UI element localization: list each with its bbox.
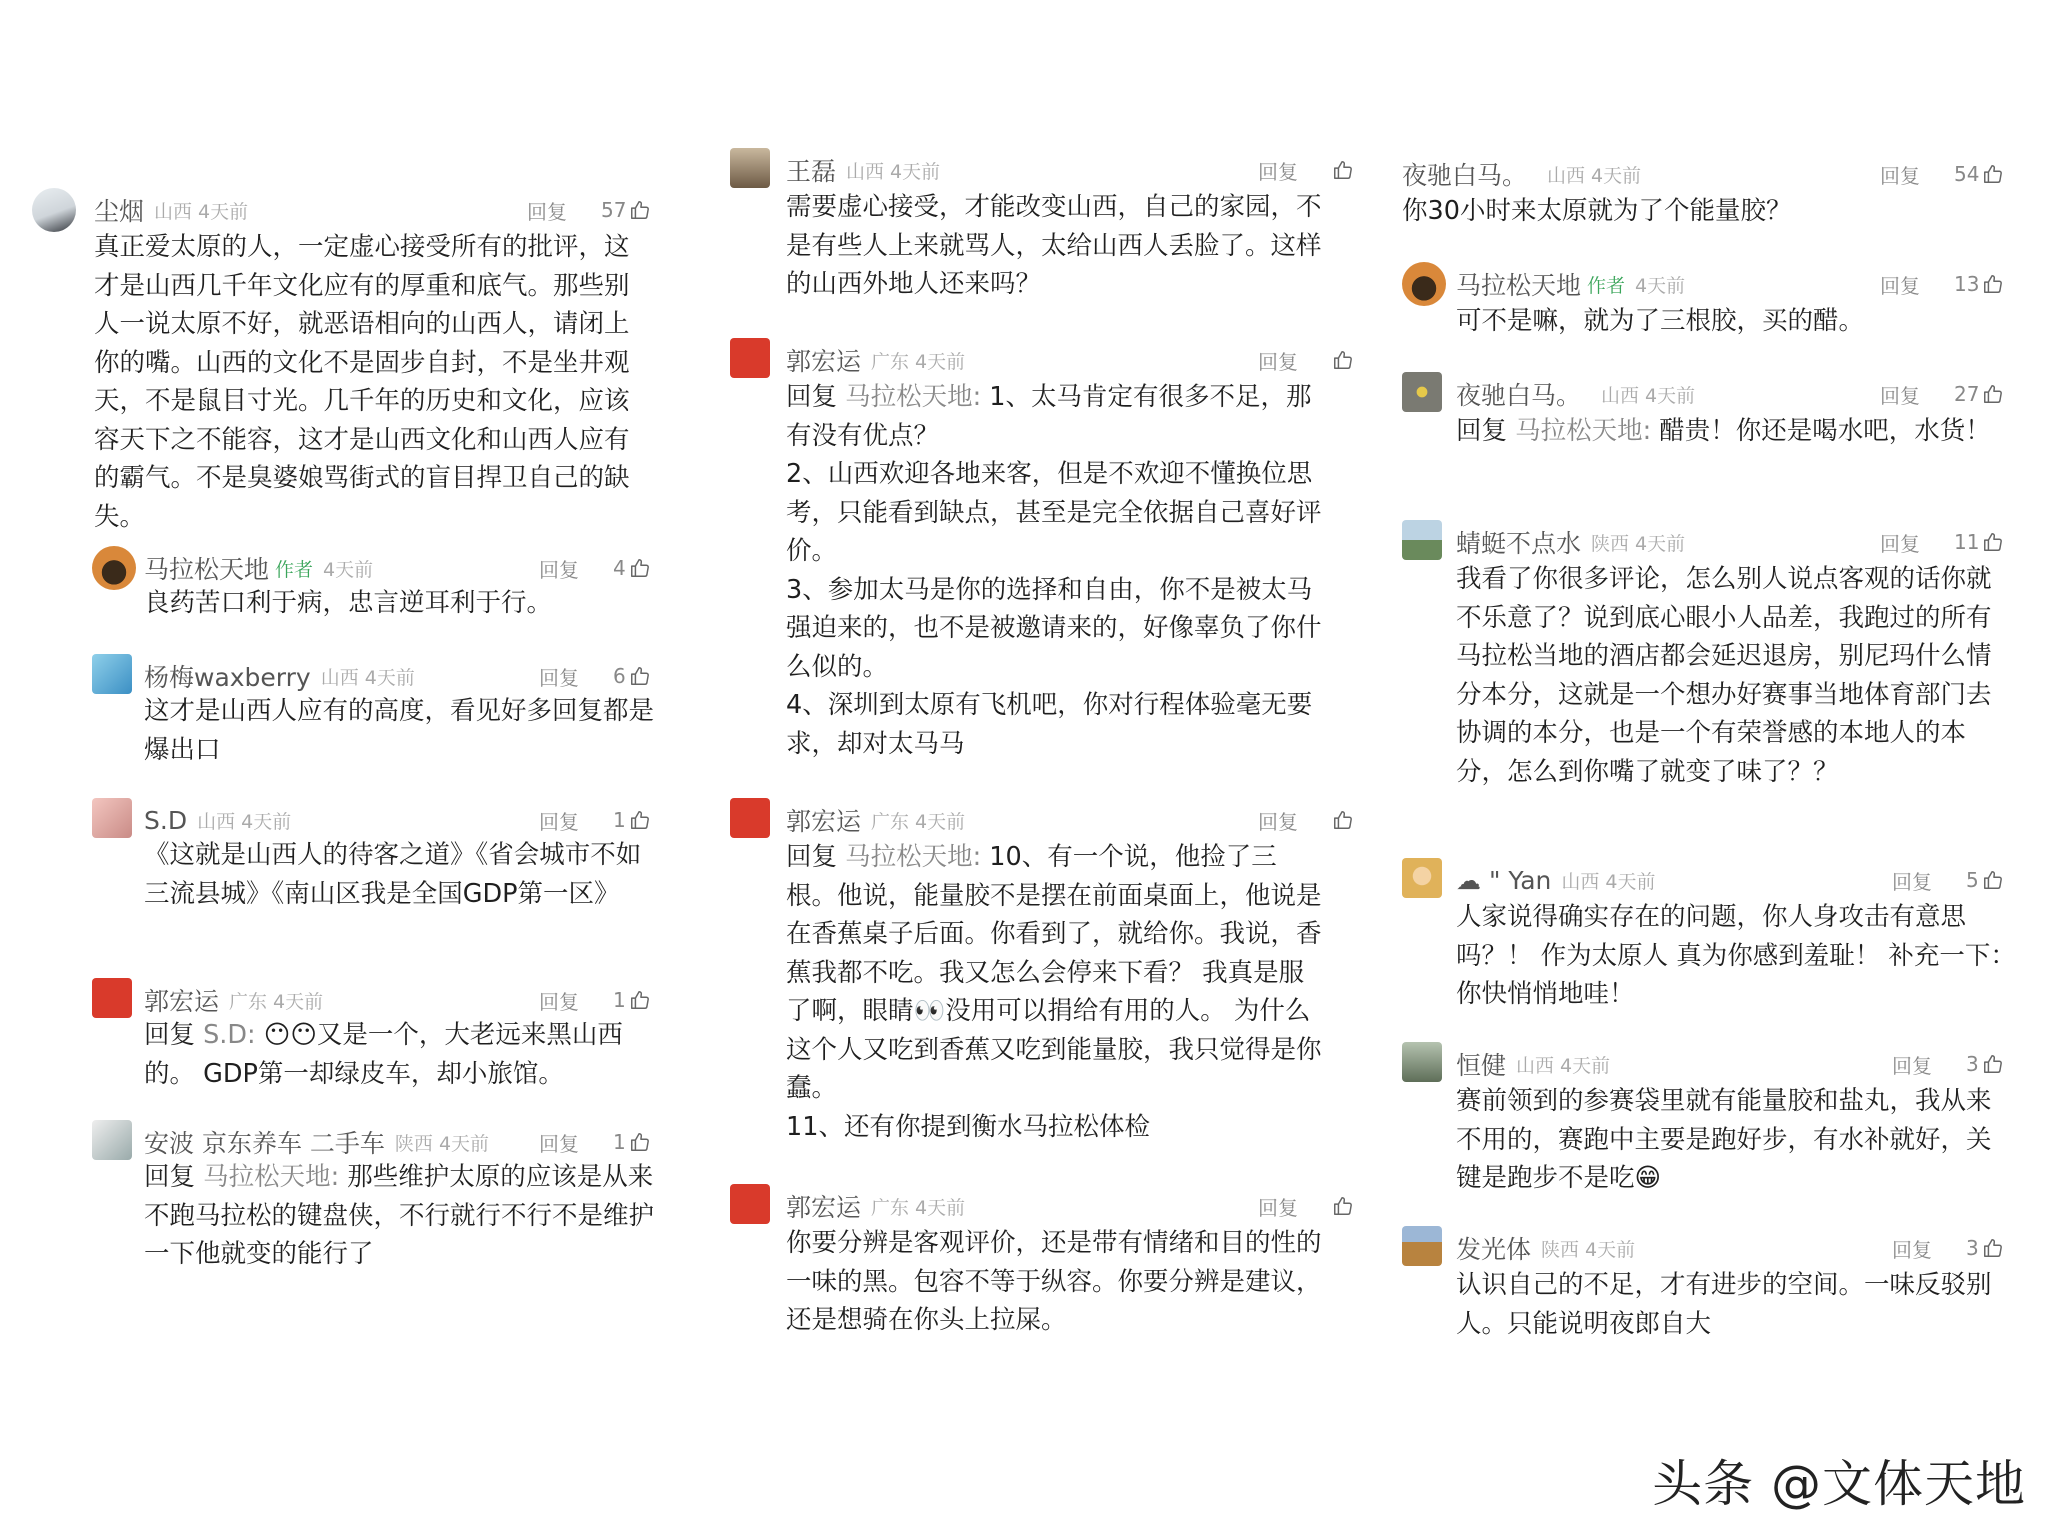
comment-actions	[1258, 798, 1354, 842]
comment-actions	[1880, 262, 2004, 306]
like-button[interactable]	[1332, 349, 1354, 371]
username[interactable]: 马拉松天地	[1456, 271, 1582, 300]
comment-text	[786, 378, 1326, 763]
comment-text	[144, 1158, 654, 1274]
reply-button[interactable]: 回复	[539, 665, 579, 690]
avatar[interactable]	[1402, 858, 1442, 898]
reply-button[interactable]: 回复	[1258, 349, 1298, 374]
reply-button[interactable]: 回复	[527, 199, 567, 224]
comment-actions	[1880, 520, 2004, 564]
comment-header	[786, 148, 940, 192]
thumbs-up-icon	[1332, 159, 1354, 181]
comment-meta: 4天前	[1635, 274, 1686, 297]
like-button[interactable]	[1954, 272, 2004, 296]
comment-header	[786, 338, 965, 382]
comment-text: 真正爱太原的人，一定虚心接受所有的批评，这才是山西几千年文化应有的厚重和底气。那些别人一说太原不好，就恶语相向的山西人，请闭上你的嘴。山西的文化不是固步自封，不是坐井观天，不是鼠目寸光。几千年的历史和文化，应该容天下之不能容，这才是山西文化和山西人应有的霸气。不是臭婆娘骂街式的盲目捍卫自己的缺失。	[94, 232, 630, 532]
reply-button[interactable]: 回复	[1880, 163, 1920, 188]
avatar[interactable]	[32, 188, 76, 232]
thumbs-up-icon	[1982, 1053, 2004, 1075]
reply-target[interactable]: S.D:	[203, 1020, 256, 1050]
comment-actions	[1892, 858, 2004, 902]
comment-meta: 山西 4天前	[197, 810, 292, 833]
comment-text-content: 醋贵！你还是喝水吧，水货！	[1651, 416, 1991, 446]
like-button[interactable]	[1954, 382, 2004, 406]
avatar[interactable]	[730, 148, 770, 188]
like-button[interactable]	[613, 1130, 651, 1154]
thumbs-up-icon	[629, 199, 651, 221]
comment-paragraph: 4、深圳到太原有飞机吧，你对行程体验毫无要求，却对太马马	[786, 690, 1313, 759]
comment-text: 你要分辨是客观评价，还是带有情绪和目的性的一味的黑。包容不等于纵容。你要分辨是建议，还是想骑在你头上拉屎。	[786, 1228, 1322, 1335]
comment-header	[94, 188, 248, 232]
like-count: 1	[613, 808, 626, 832]
comment-text: 赛前领到的参赛袋里就有能量胶和盐丸，我从来不用的，赛跑中主要是跑好步，有水补就好，关键是跑步不是吃😁	[1456, 1086, 1992, 1193]
comment-meta: 陕西 4天前	[1591, 532, 1686, 555]
comment-header	[1456, 262, 1685, 306]
reply-button[interactable]: 回复	[1892, 869, 1932, 894]
avatar[interactable]	[1402, 1226, 1442, 1266]
comment-text: 良药苦口利于病，忠言逆耳利于行。	[144, 588, 553, 618]
comment-text: 可不是嘛，就为了三根胶，买的醋。	[1456, 306, 1865, 336]
username[interactable]: 郭宏运	[786, 347, 862, 376]
thumbs-up-icon	[1982, 273, 2004, 295]
like-button[interactable]	[601, 198, 651, 222]
comment-meta: 广东 4天前	[871, 810, 966, 833]
username[interactable]: 郭宏运	[786, 1193, 862, 1222]
comment-text-content: 那些维护太原的应该是从来不跑马拉松的键盘侠，不行就行不行不是维护一下他就变的能行了	[144, 1162, 655, 1269]
comment-meta: 4天前	[323, 558, 374, 581]
reply-button[interactable]: 回复	[1892, 1053, 1932, 1078]
like-count: 6	[613, 664, 626, 688]
reply-target[interactable]: 马拉松天地:	[845, 842, 982, 872]
reply-target[interactable]: 马拉松天地:	[845, 382, 982, 412]
thumbs-up-icon	[629, 1131, 651, 1153]
comment-text-content: 😶😶又是一个，大老远来黑山西的。 GDP第一却绿皮车，却小旅馆。	[144, 1020, 623, 1089]
comment-text	[144, 1016, 654, 1093]
comment-header	[1456, 520, 1685, 564]
reply-button[interactable]: 回复	[1880, 383, 1920, 408]
author-tag: 作者	[275, 558, 314, 581]
reply-prefix: 回复	[144, 1020, 204, 1050]
comment-paragraph: 2、山西欢迎各地来客，但是不欢迎不懂换位思考，只能看到缺点，甚至是完全依据自己喜好评价。	[786, 459, 1322, 566]
thumbs-up-icon	[1332, 809, 1354, 831]
thumbs-up-icon	[1982, 531, 2004, 553]
like-button[interactable]	[1332, 159, 1354, 181]
comment-text: 这才是山西人应有的高度，看见好多回复都是爆出口	[144, 696, 655, 765]
username[interactable]: 郭宏运	[144, 987, 220, 1016]
username[interactable]: 尘烟	[94, 197, 145, 226]
comment-text	[786, 838, 1326, 1146]
comment-paragraph	[786, 838, 1326, 1108]
like-button[interactable]	[1954, 162, 2004, 186]
avatar[interactable]	[92, 798, 132, 838]
reply-target[interactable]: 马拉松天地:	[203, 1162, 340, 1192]
like-count: 5	[1966, 868, 1979, 892]
like-button[interactable]	[613, 556, 651, 580]
like-button[interactable]	[1954, 530, 2004, 554]
like-count: 11	[1954, 530, 1980, 554]
reply-button[interactable]: 回复	[539, 557, 579, 582]
comment-meta: 陕西 4天前	[1541, 1238, 1636, 1261]
comment-text: 你30小时来太原就为了个能量胶？	[1402, 196, 1792, 226]
username[interactable]: 蜻蜓不点水	[1456, 529, 1582, 558]
avatar[interactable]	[730, 338, 770, 378]
comment-actions	[1892, 1042, 2004, 1086]
like-count: 1	[613, 1130, 626, 1154]
like-button[interactable]	[1966, 1052, 2004, 1076]
comment-paragraph: 11、还有你提到衡水马拉松体检	[786, 1111, 1150, 1142]
username[interactable]: 王磊	[786, 157, 837, 186]
like-button[interactable]	[613, 808, 651, 832]
thumbs-up-icon	[1982, 383, 2004, 405]
comment-text: 人家说得确实存在的问题，你人身攻击有意思吗？！ 作为太原人 真为你感到羞耻！ 补充一下：你快悄悄地哇！	[1456, 902, 2016, 1009]
avatar[interactable]	[1402, 262, 1446, 306]
avatar[interactable]	[1402, 520, 1442, 560]
username[interactable]: 夜驰白马。	[1456, 381, 1582, 410]
comment-text: 《这就是山西人的待客之道》《省会城市不如三流县城》《南山区我是全国GDP第一区》	[144, 840, 642, 909]
thumbs-up-icon	[629, 809, 651, 831]
username[interactable]: 安波 京东养车 二手车	[144, 1129, 385, 1158]
comment-text: 我看了你很多评论，怎么别人说点客观的话你就不乐意了？说到底心眼小人品差，我跑过的所有马拉松当地的酒店都会延迟退房，别尼玛什么情分本分，这就是一个想办好赛事当地体育部门去协调的本分，也是一个有荣誉感的本地人的本分，怎么到你嘴了就变了味了？？	[1456, 564, 1992, 787]
comment-header	[1456, 1226, 1635, 1270]
like-count: 3	[1966, 1052, 1979, 1076]
comment-text: 认识自己的不足，才有进步的空间。一味反驳别人。只能说明夜郎自大	[1456, 1270, 1992, 1339]
comment-header	[1456, 858, 1656, 902]
username[interactable]: 发光体	[1456, 1235, 1532, 1264]
comment-meta: 山西 4天前	[1547, 164, 1642, 187]
reply-prefix: 回复	[786, 842, 846, 872]
reply-prefix: 回复	[1456, 416, 1516, 446]
avatar[interactable]	[92, 1120, 132, 1160]
like-count: 27	[1954, 382, 1980, 406]
username[interactable]: 夜驰白马。	[1402, 161, 1528, 190]
comment-meta: 山西 4天前	[1561, 870, 1656, 893]
reply-button[interactable]: 回复	[539, 989, 579, 1014]
like-button[interactable]	[1332, 1195, 1354, 1217]
thumbs-up-icon	[1982, 1237, 2004, 1259]
like-count: 54	[1954, 162, 1980, 186]
username[interactable]: 郭宏运	[786, 807, 862, 836]
comment-meta: 山西 4天前	[1601, 384, 1696, 407]
thumbs-up-icon	[1332, 349, 1354, 371]
comment-actions	[1880, 152, 2004, 196]
like-button[interactable]	[1966, 1236, 2004, 1260]
comment-text-content: 10、有一个说，他捡了三根。他说，能量胶不是摆在前面桌面上，他说是在香蕉桌子后面。你看到了，就给你。我说，香蕉我都不吃。我又怎么会停来下看？ 我真是服了啊，眼睛👀没用可以捐给有用的人。 为什么这个人又吃到香蕉又吃到能量胶，我只觉得是你蠢。	[786, 842, 1322, 1103]
reply-button[interactable]: 回复	[1258, 1195, 1298, 1220]
comment-header	[1456, 1042, 1610, 1086]
reply-button[interactable]: 回复	[1880, 531, 1920, 556]
avatar[interactable]	[730, 798, 770, 838]
username[interactable]: 杨梅waxberry	[144, 663, 311, 692]
comment-text	[1456, 412, 2016, 451]
comment-meta: 陕西 4天前	[394, 1132, 490, 1155]
avatar[interactable]	[92, 978, 132, 1018]
comment-meta: 山西 4天前	[154, 200, 249, 223]
avatar[interactable]	[92, 546, 136, 590]
comment-header	[1456, 372, 1695, 416]
reply-button[interactable]: 回复	[539, 809, 579, 834]
comment-actions	[1258, 1184, 1354, 1228]
comment-meta: 广东 4天前	[871, 1196, 966, 1219]
comment-actions	[1258, 148, 1354, 192]
comment-header	[1402, 152, 1641, 196]
avatar[interactable]	[92, 654, 132, 694]
thumbs-up-icon	[1982, 163, 2004, 185]
comment-actions	[527, 188, 651, 232]
avatar[interactable]	[1402, 1042, 1442, 1082]
comment-meta: 山西 4天前	[320, 666, 415, 689]
avatar[interactable]	[1402, 372, 1442, 412]
comment-meta: 广东 4天前	[871, 350, 966, 373]
thumbs-up-icon	[1332, 1195, 1354, 1217]
reply-prefix: 回复	[144, 1162, 204, 1192]
like-count: 13	[1954, 272, 1980, 296]
comment-actions	[1258, 338, 1354, 382]
watermark: 头条 @文体天地	[1652, 1455, 2026, 1513]
username[interactable]: 恒健	[1456, 1051, 1507, 1080]
author-tag: 作者	[1587, 274, 1626, 297]
reply-button[interactable]: 回复	[1892, 1237, 1932, 1262]
comment-header	[786, 1184, 965, 1228]
thumbs-up-icon	[629, 557, 651, 579]
username[interactable]: 马拉松天地	[144, 555, 270, 584]
comment-paragraph	[786, 378, 1326, 455]
comment-actions	[1892, 1226, 2004, 1270]
thumbs-up-icon	[629, 665, 651, 687]
comment-paragraph: 3、参加太马是你的选择和自由，你不是被太马强迫来的，也不是被邀请来的，好像辜负了你什么似的。	[786, 574, 1322, 682]
comment-meta: 山西 4天前	[1516, 1054, 1611, 1077]
comment-actions	[1880, 372, 2004, 416]
like-count: 57	[601, 198, 627, 222]
comment-header	[786, 798, 965, 842]
like-count: 3	[1966, 1236, 1979, 1260]
reply-prefix: 回复	[786, 382, 846, 412]
like-count: 4	[613, 556, 626, 580]
like-count: 1	[613, 988, 626, 1012]
thumbs-up-icon	[1982, 869, 2004, 891]
comment-text: 需要虚心接受，才能改变山西，自己的家园，不是有些人上来就骂人，太给山西人丢脸了。这样的山西外地人还来吗？	[786, 192, 1322, 299]
like-button[interactable]	[613, 664, 651, 688]
comment-meta: 广东 4天前	[229, 990, 324, 1013]
like-button[interactable]	[1332, 809, 1354, 831]
like-button[interactable]	[1966, 868, 2004, 892]
reply-button[interactable]: 回复	[1258, 159, 1298, 184]
thumbs-up-icon	[629, 989, 651, 1011]
reply-target[interactable]: 马拉松天地:	[1515, 416, 1652, 446]
username[interactable]: S.D	[144, 805, 188, 835]
reply-button[interactable]: 回复	[539, 1131, 579, 1156]
username[interactable]: ☁ " Yan	[1456, 865, 1552, 895]
comment-meta: 山西 4天前	[846, 160, 941, 183]
reply-button[interactable]: 回复	[1880, 273, 1920, 298]
like-button[interactable]	[613, 988, 651, 1012]
comment-text-content: 1、太马肯定有很多不足，那有没有优点？	[786, 382, 1312, 451]
avatar[interactable]	[730, 1184, 770, 1224]
reply-button[interactable]: 回复	[1258, 809, 1298, 834]
